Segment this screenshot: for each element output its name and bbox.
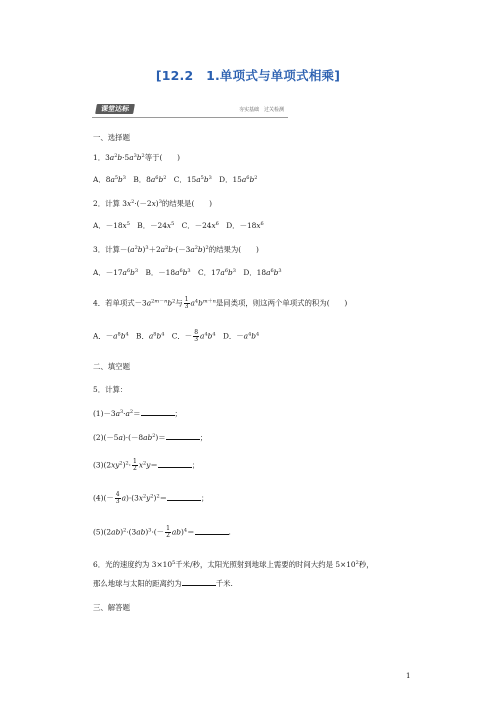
question-3: 3．计算$-(a^2b)^3+2a^2b\cdot(-3a^2b)^2$的结果为( )	[93, 245, 259, 254]
question-5-2: $(2)(-5a)\cdot(-8ab^2)=$ ；	[93, 433, 208, 442]
section-heading-choice: 一、选择题	[93, 133, 130, 142]
page-number: 1	[406, 672, 411, 680]
question-4: 4．若单项式$-3a^{2m-n}b^2$与 $\frac{1}{3}$ $a^4b^{m+n}$是同类项，则这两个单项式的积为( )	[93, 296, 348, 310]
banner-label: 课堂达标	[95, 104, 135, 114]
question-5-5: $(5)(2ab)^2\cdot(3ab)^3\cdot(-$ $\frac{1}{2}$ ab)$^4$＝ .	[93, 525, 231, 539]
question-2: 2．计算 $3x^2\cdot(-2x)^3$的结果是( )	[93, 199, 212, 208]
question-5: 5．计算：	[93, 385, 128, 394]
question-6-line-2: 那么地球与太阳的距离约为 千米.	[93, 579, 233, 588]
question-1-options: A．$8a^5b^3$ B．$8a^6b^2$ C．$15a^5b^3$ D．$15a^6b^2$	[93, 175, 258, 184]
question-6-line-1: 6．光的速度约为 $3\times 10^5$千米/秒，太阳光照射到地球上需要的时间大约是 $5\times 10^2$秒，	[93, 560, 374, 569]
section-heading-fill: 二、填空题	[93, 362, 130, 371]
question-3-options: A．$-17a^6b^3$ B．$-18a^6b^3$ C．$17a^6b^3$ D．$18a^6b^3$	[93, 268, 282, 277]
page-title: [12.2 1.单项式与单项式相乘]	[155, 68, 341, 83]
banner	[92, 103, 288, 118]
question-2-options: A．$-18x^5$ B．$-24x^5$ C．$-24x^6$ D．$-18x^6$	[93, 221, 264, 230]
question-1: 1．$3a^2b\cdot 5a^3b^2$等于( )	[93, 153, 181, 162]
question-5-1: $(1)-3a^3\cdot a^2=$ ；	[93, 409, 182, 418]
question-5-4: (4)(－ $\frac{4}{3}$ $a)\cdot(3x^2y^2)^2=$ ；	[93, 491, 209, 505]
question-5-3: $(3)(2xy^2)^2\cdot$ $\frac{1}{2}$ $x^2y=$ ；	[93, 458, 200, 472]
question-4-options: A．$-a^8b^4$ B．$a^8b^4$ C．－ $\frac{8}{3}$ $a^4b^4$ D．$-a^4b^4$	[93, 329, 260, 343]
banner-tag: 夯实基础 过关检测	[238, 107, 284, 113]
section-heading-answer: 三、解答题	[93, 603, 130, 612]
